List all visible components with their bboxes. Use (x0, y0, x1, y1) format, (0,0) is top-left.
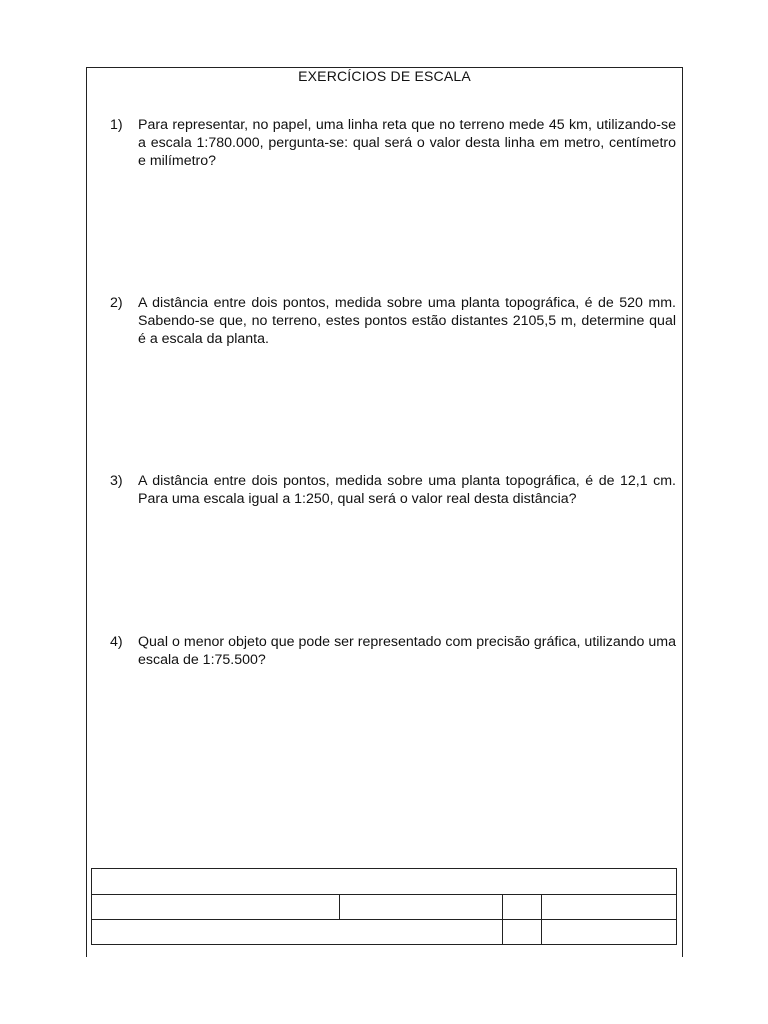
question-text: A distância entre dois pontos, medida sobre uma planta topográfica, é de 12,1 cm. Para uma escala igual a 1:250, qual será o valor real desta distância? (138, 473, 676, 507)
title-block-cell-divider (502, 894, 503, 945)
question-number: 2) (110, 295, 123, 311)
question-3 (110, 472, 676, 508)
question-text: Para representar, no papel, uma linha reta que no terreno mede 45 km, utilizando-se a escala 1:780.000, pergunta-se: qual será o valor desta linha em metro, centímetro e milímetro? (138, 117, 676, 169)
question-2 (110, 294, 676, 348)
question-4 (110, 633, 676, 669)
question-number: 1) (110, 117, 123, 133)
page-title: EXERCÍCIOS DE ESCALA (298, 68, 471, 84)
title-block-cell-divider (541, 894, 542, 945)
question-1 (110, 116, 676, 170)
question-number: 3) (110, 473, 123, 489)
page-frame-left (86, 67, 87, 957)
title-block-cell-divider (339, 894, 340, 919)
title-block-table (91, 868, 677, 945)
page-frame-right (682, 67, 683, 957)
question-number: 4) (110, 634, 123, 650)
title-block-row-divider (92, 894, 676, 895)
question-text: A distância entre dois pontos, medida sobre uma planta topográfica, é de 520 mm. Sabendo-se que, no terreno, estes pontos estão distantes 2105,5 m, determine qual é a escala da planta. (138, 295, 676, 347)
question-text: Qual o menor objeto que pode ser representado com precisão gráfica, utilizando uma escala de 1:75.500? (138, 634, 676, 668)
title-block-row-divider (92, 919, 676, 920)
